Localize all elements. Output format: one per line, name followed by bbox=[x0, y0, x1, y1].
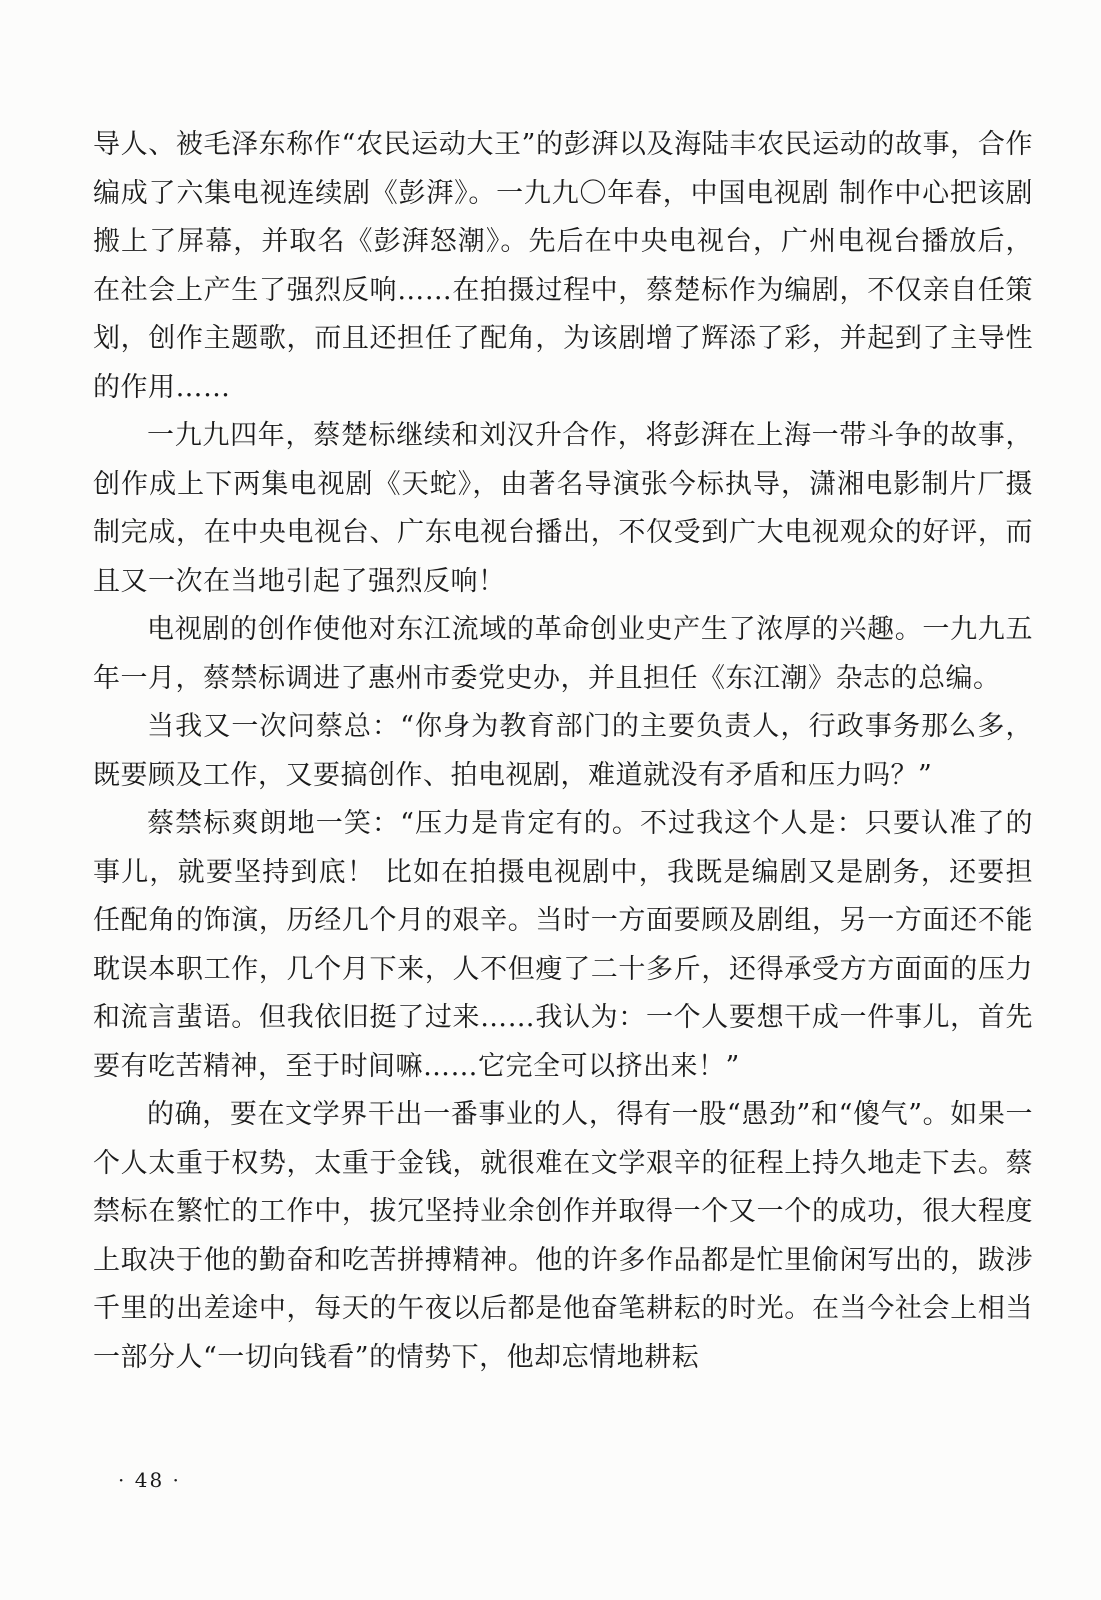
paragraph-1: 导人、被毛泽东称作“农民运动大王”的彭湃以及海陆丰农民运动的故事，合作编成了六集电视连续剧《彭湃》。一九九〇年春，中国电视剧 制作中心把该剧搬上了屏幕，并取名《彭湃怒潮》。先后在中央电视台，广州电视台播放后，在社会上产生了强烈反响……在拍摄过程中，蔡楚标作为编剧，不仅亲自任策划，创作主题歌，而且还担任了配角，为该剧增了辉添了彩，并起到了主导性的作用…… bbox=[93, 129, 1033, 403]
paragraph-2: 一九九四年，蔡楚标继续和刘汉升合作，将彭湃在上海一带斗争的故事，创作成上下两集电视剧《天蛇》，由著名导演张今标执导，潇湘电影制片厂摄制完成，在中央电视台、广东电视台播出，不仅受到广大电视观众的好评，而且又一次在当地引起了强烈反响！ bbox=[93, 420, 1033, 597]
body-text bbox=[93, 121, 1033, 1382]
paragraph-4: 当我又一次问蔡总：“你身为教育部门的主要负责人，行政事务那么多，既要顾及工作，又要搞创作、拍电视剧，难道就没有矛盾和压力吗？” bbox=[93, 711, 1033, 791]
paragraph-3: 电视剧的创作使他对东江流域的革命创业史产生了浓厚的兴趣。一九九五年一月，蔡禁标调进了惠州市委党史办，并且担任《东江潮》杂志的总编。 bbox=[93, 614, 1033, 694]
paragraph-5: 蔡禁标爽朗地一笑：“压力是肯定有的。不过我这个人是：只要认准了的事儿，就要坚持到底！ 比如在拍摄电视剧中，我既是编剧又是剧务，还要担任配角的饰演，历经几个月的艰辛。当时一方面要顾及剧组，另一方面还不能耽误本职工作，几个月下来，人不但瘦了二十多斤，还得承受方方面面的压力和流言蜚语。但我依旧挺了过来……我认为：一个人要想干成一件事儿，首先要有吃苦精神，至于时间嘛……它完全可以挤出来！” bbox=[93, 808, 1033, 1082]
paragraph-6: 的确，要在文学界干出一番事业的人，得有一股“愚劲”和“傻气”。如果一个人太重于权势，太重于金钱，就很难在文学艰辛的征程上持久地走下去。蔡禁标在繁忙的工作中，拔冗坚持业余创作并取得一个又一个的成功，很大程度上取决于他的勤奋和吃苦拼搏精神。他的许多作品都是忙里偷闲写出的，跋涉千里的出差途中，每天的午夜以后都是他奋笔耕耘的时光。在当今社会上相当一部分人“一切向钱看”的情势下，他却忘情地耕耘 bbox=[93, 1099, 1033, 1373]
page-number: · 48 · bbox=[118, 1468, 181, 1492]
